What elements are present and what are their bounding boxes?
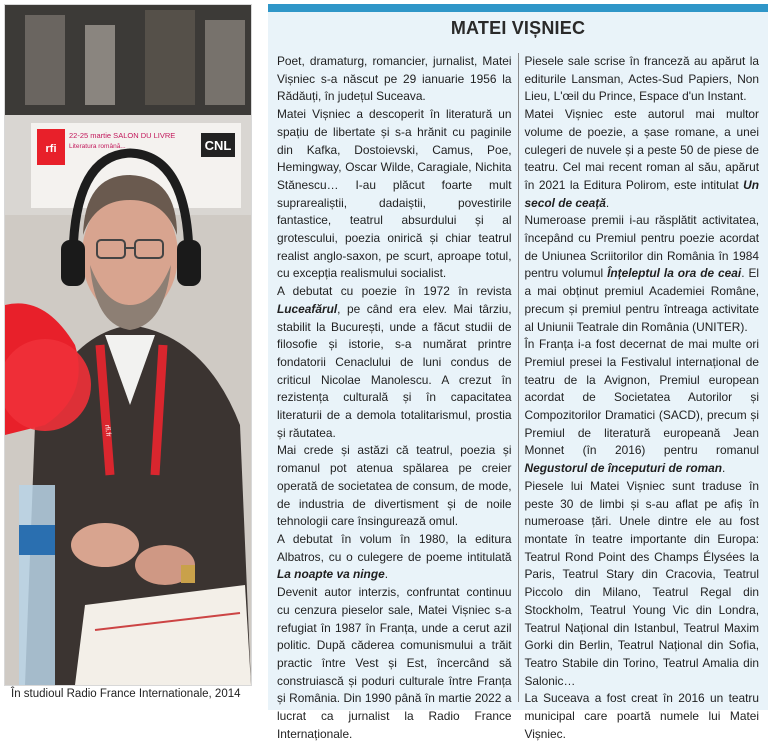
- paragraph: [277, 531, 512, 584]
- paragraph-text: Matei Vișniec este autorul mai multor volume de poezie, a șase romane, a unei culegeri de nuvele și a peste 50 de piese de teatru. Cel mai recent roman al său, apărut în 2021 la Editura Polirom, este intitulat: [524, 107, 760, 192]
- punctuation: .: [384, 567, 389, 582]
- poster-text: Literatura română...: [69, 143, 126, 150]
- punctuation: .: [605, 195, 610, 210]
- paragraph: La Suceava a fost creat în 2016 un teatru municipal care poartă numele lui Matei Vișniec.: [524, 691, 760, 741]
- right-column: [524, 53, 760, 741]
- paragraph: [525, 212, 760, 336]
- paragraph: [277, 283, 512, 442]
- paragraph: [525, 106, 760, 212]
- paragraph-text: A debutat în volum în 1980, la editura Albatros, cu o culegere de poeme intitulată: [277, 531, 512, 564]
- article-box: [268, 4, 768, 741]
- paragraph: Matei Vișniec a descoperit în literatură un spațiu de libertate și s-a hrănit cu paginile din Kafka, Dostoievski, Camus, Poe, Hemingway, Oscar Wilde, Caragiale, Nichita Stănescu… I-au plăcut foarte mult suprarealiștii, dadaiștii, povestirile fantastice, teatrul absurdului și al grotescului, poezia onirică și chiar teatrul realist anglo-saxon, pe scurt, aproape totul, cu excepția realismului socialist.: [277, 107, 512, 281]
- paragraph: Devenit autor interzis, confruntat continuu cu cenzura pieselor sale, Matei Vișniec s-a refugiat în 1987 în Franța, unde a cerut azil politic. După căderea comunismului a trăit practic între Vest și Est, încercând să construiască și poduri culturale între Franța și România. Din 1990 până în martie 2022 a lucrat ca jurnalist la Radio France Internaționale.: [277, 585, 512, 741]
- punctuation: .: [722, 461, 726, 476]
- lanyard-text: rfi.fr: [103, 424, 112, 438]
- left-column: [277, 53, 512, 741]
- author-photo: [4, 4, 252, 686]
- paragraph: Piesele lui Matei Vișniec sunt traduse în peste 30 de limbi și s-au aflat pe afiș în numeroase țări. Unele dintre ele au fost montate în teatre importante din Europa: Teatrul Rond Point des Champs Élysées la Paris, Teatrul Stary din Cracovia, Teatrul Piccolo din Milano, Teatrul Regal din Stockholm, Teatrul Young Vic din Londra, Teatrul Național din Istanbul, Teatrul Maxim Gorki din Berlin, Teatrul Național din Sofia, Teatro Stabile din Torino, Teatrul Amalia din Salonic…: [524, 478, 760, 688]
- paragraph-text: , pe când era elev. Mai târziu, stabilit la București, unde a făcut studii de filosofie și istorie, s-a numărat printre fondatorii Cenaclului de luni condus de criticul Nicolae Manolescu. A crezut în rezistența culturală și în capacitatea literaturii de a demola totalitarismul, prostia și răutatea.: [277, 301, 512, 440]
- photo-illustration: [5, 5, 251, 685]
- poster-date-line: 22-25 martie SALON DU LIVRE: [69, 131, 176, 140]
- paragraph: Poet, dramaturg, romancier, jurnalist, Matei Vișniec s-a născut pe 29 ianuarie 1956 la Rădăuți, în județul Suceava.: [277, 54, 512, 104]
- paragraph: Mai crede și astăzi că teatrul, poezia și romanul pot atenua spălarea pe creier operată de societatea de consum, de mode, de industria de divertisment și de noile tehnologii care însingurează omul.: [277, 443, 512, 529]
- article-columns: [277, 53, 760, 741]
- photo-caption: În studioul Radio France Internationale, 2014: [11, 688, 241, 700]
- book-title: La noapte va ninge: [277, 567, 385, 582]
- article-title: MATEI VIȘNIEC: [450, 18, 586, 38]
- volume-title: Înțeleptul la ora de ceai: [607, 266, 742, 281]
- paragraph-text: În Franța i-a fost decernat de mai multe ori Premiul presei la Festivalul internațional de teatru de la Avignon, Premiul european acordat de Societatea Autorilor și Compozitorilor Dramatici (SACD), precum și Premiul de literatură europeană Jean Monnet (în 2016) pentru romanul: [524, 337, 760, 458]
- poster-cnl-logo: CNL: [204, 138, 232, 153]
- paragraph-text: . El a mai obținut premiul Academiei Române, precum și premiul pentru întreaga activitate al Uniunii Teatrale din România (UNITER).: [524, 266, 760, 334]
- poster-rfi-logo: rfi: [45, 143, 57, 155]
- column-divider: [518, 53, 519, 702]
- novel-title: Negustorul de începuturi de roman: [524, 461, 723, 476]
- magazine-title: Luceafărul: [277, 301, 338, 316]
- paragraph-text: Numeroase premii i-au răsplătit activitatea, începând cu Premiul pentru poezie acordat de Uniunea Scriitorilor din România în 1984 pentru volumul: [524, 213, 760, 281]
- paragraph: [525, 336, 760, 478]
- novel-title: Un secol de ceață: [524, 177, 760, 210]
- paragraph: Piesele sale scrise în franceză au apărut la editurile Lansman, Actes-Sud Papiers, Non Lieu, L'œil du Prince, Espace d'un Instant.: [524, 54, 760, 104]
- paragraph-text: A debutat cu poezie în 1972 în revista: [277, 284, 512, 299]
